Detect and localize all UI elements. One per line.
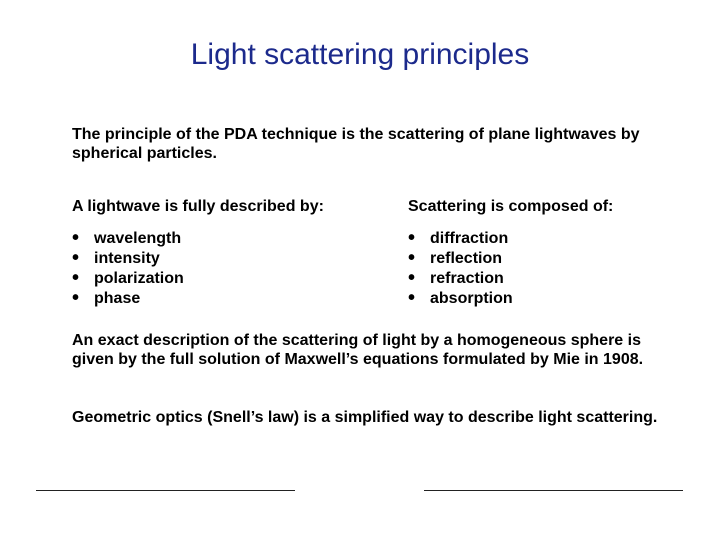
bullet-icon: • — [72, 287, 80, 309]
scattering-components-list — [408, 229, 513, 309]
geometric-optics-paragraph: Geometric optics (Snell’s law) is a simplified way to describe light scattering. — [72, 409, 658, 426]
bullet-icon: • — [408, 267, 416, 289]
list-item-label: wavelength — [94, 230, 182, 247]
list-item — [408, 249, 513, 269]
bullet-icon: • — [408, 287, 416, 309]
list-item — [408, 289, 513, 309]
list-item-label: diffraction — [430, 230, 509, 247]
mie-paragraph: An exact description of the scattering of light by a homogeneous sphere is given by the full solution of Maxwell’s equations formulated by Mie in 1908. — [72, 332, 644, 368]
lightwave-properties-list — [72, 229, 184, 309]
footer-divider-right — [424, 490, 683, 491]
left-column-heading: A lightwave is fully described by: — [72, 198, 324, 215]
list-item-label: intensity — [94, 250, 160, 267]
bullet-icon: • — [408, 247, 416, 269]
list-item — [72, 289, 184, 309]
list-item-label: absorption — [430, 290, 513, 307]
list-item — [72, 269, 184, 289]
bullet-icon: • — [408, 227, 416, 249]
list-item-label: refraction — [430, 270, 504, 287]
right-column-heading: Scattering is composed of: — [408, 198, 614, 215]
list-item — [408, 229, 513, 249]
list-item — [408, 269, 513, 289]
bullet-icon: • — [72, 227, 80, 249]
list-item-label: polarization — [94, 270, 184, 287]
list-item — [72, 229, 184, 249]
list-item-label: reflection — [430, 250, 503, 267]
list-item-label: phase — [94, 290, 141, 307]
bullet-icon: • — [72, 247, 80, 269]
intro-paragraph: The principle of the PDA technique is the scattering of plane lightwaves by spherical particles. — [72, 126, 640, 162]
slide-title: Light scattering principles — [190, 38, 530, 71]
footer-divider-left — [36, 490, 295, 491]
list-item — [72, 249, 184, 269]
bullet-icon: • — [72, 267, 80, 289]
